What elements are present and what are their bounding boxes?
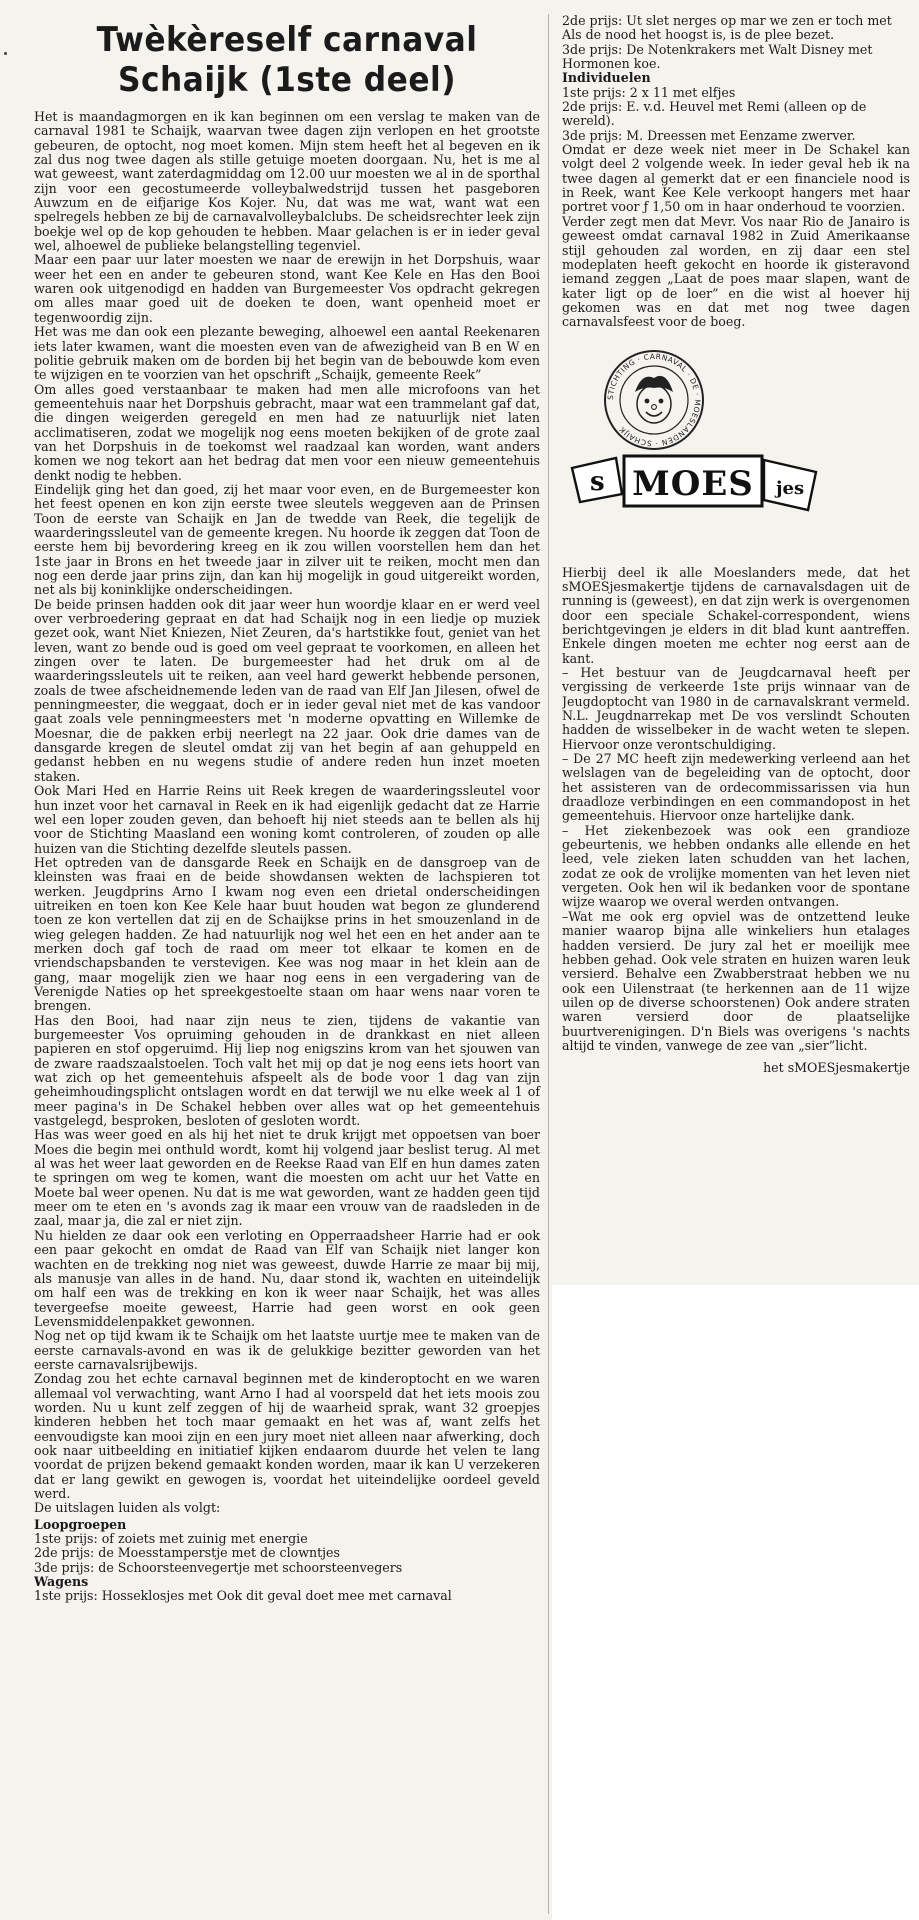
paragraph: – Het ziekenbezoek was ook een grandioze gebeurtenis, we hebben ondanks alle ellende en het leed, vele zieken laten schudden van het lachen, zodat ze ook de vrolijke momenten van het leven niet vergeten. Ook hen wil ik bedanken voor de spontane wijze waarop we overal werden ontvangen. [562, 822, 910, 910]
result-row: 2de prijs: Ut slet nerges op mar we zen er toch met Als de nood het hoogst is, is de plee bezet. [562, 14, 892, 43]
article-body [34, 110, 540, 1516]
paragraph: De uitslagen luiden als volgt: [34, 1500, 221, 1516]
carnaval-seal-icon [602, 348, 706, 452]
paragraph: Nog net op tijd kwam ik te Schaijk om het laatste uurtje mee te maken van de eerste carnavals-avond en was ik de gelukkige bezitter geworden van het eerste carnavalsrijbewijs. [34, 1328, 540, 1372]
headline-line-1: Twèkèreself carnaval [96, 20, 478, 60]
result-row: 2de prijs: E. v.d. Heuvel met Remi (alleen op de wereld). [562, 99, 867, 129]
paragraph: Has den Booi, had naar zijn neus te zien, tijdens de vakantie van burgemeester Vos opruiming gehouden in de drankkast en niet alleen papieren en stof opgeruimd. Hij liep nog enigszins krom van het sjouwen van de zware raadszaalstoelen. Toch valt het mij op dat je nog eens iets hoort van wat zich op het gemeentehuis afspeelt als de bode voor 1 dag van zijn geheimhoudingsplicht ontslagen wordt en dat terwijl we nu elke week al 1 of meer pagina's in De Schakel hebben over alles wat op het gemeentehuis vastgelegd, besproken, besloten of gesloten wordt. [34, 1012, 540, 1129]
paragraph: Hierbij deel ik alle Moeslanders mede, dat het sMOESjesmakertje tijdens de carnavalsdagen uit de running is (geweest), en dat zijn werk is overgenomen door een speciale Schakel-correspondent, wiens berichtgevingen je elders in dit blad kunt aantreffen. Enkele dingen moeten me echter nog eerst aan de kant. [562, 564, 910, 666]
headline-line-2: Schaijk (1ste deel) [118, 60, 456, 100]
blank-area [552, 1285, 919, 1920]
paragraph: Nu hielden ze daar ook een verloting en Opperraadsheer Harrie had er ook een paar gekocht en omdat de Raad van Elf van Schaijk niet langer kon wachten en de trekking nog niet was geweest, duwde Harrie ze maar bij mij, als manusje van alles in de hand. Nu, daar stond ik, wachten en uiteindelijk om half een was de trekking en kon ik weer naar Schaijk, het was alles tevergeefse moeite geweest, Harrie had geen worst en ook geen Levensmiddelenpakket gewonnen. [34, 1227, 540, 1329]
article-column-right [562, 14, 910, 1294]
smoesjes-logo [562, 348, 910, 558]
paragraph: De beide prinsen hadden ook dit jaar weer hun woordje klaar en er werd veel over verbroedering gepraat en dat had Schaijk nog in een liedje op muziek gezet ook, want Niet Kniezen, Niet Zeuren, da's hartstikke fout, geniet van het leven, want zo bende oud is goed om veel gepraat te voorkomen, en alleen het zingen over te laten. De burgemeester had het druk om al de waarderingssleutels uit te reiken, aan veel hard gewerkt hebbende personen, zoals de twee afscheidnemende leden van de raad van Elf Jan Jilesen, ofwel de penningmeester, die weggaat, doch er in ieder geval niet met de kas vandoor gaat zoals vele penningmeesters met 'n moderne opvatting en Willemke de Moesnar, die de pakken erbij neerlegt na 22 jaar. Ook drie dames van de dansgarde kregen de sleutel omdat zij van het begin af aan gehuppeld en gedanst hebben en nu wegens studie of andere reden hun inzet moeten staken. [34, 596, 540, 784]
result-category: Loopgroepen [34, 1516, 127, 1532]
article-column-left [34, 14, 549, 1914]
result-row: 3de prijs: de Schoorsteenvegertje met schoorsteenvegers [34, 1559, 403, 1575]
result-row: 3de prijs: M. Dreessen met Eenzame zwerver. [562, 127, 856, 143]
article-continuation [562, 143, 910, 329]
paragraph: – Het bestuur van de Jeugdcarnaval heeft per vergissing de verkeerde 1ste prijs winnaar van de Jeugdoptocht van 1980 in de carnavalskrant vermeld. N.L. Jeugdnarrekap met De vos verslindt Schouten hadden de wisselbeker in de wacht weten te slepen. Hiervoor onze verontschuldiging. [562, 664, 910, 752]
result-category: Wagens [34, 1574, 89, 1590]
seal-ring-text: STICHTING · CARNAVAL · DE · MOESLANDEN · SCHAIJK [605, 351, 703, 448]
paragraph: Het is maandagmorgen en ik kan beginnen om een verslag te maken van de carnaval 1981 te Schaijk, waarvan twee dagen zijn verlopen en het grootste gebeuren, de optocht, nog moet komen. Mijn stem heeft het al begeven en ik zal dus nog twee dagen als stille getuige moeten doorgaan. Nu, het is me al wat geweest, want zaterdagmiddag om 12.00 uur moesten we al in de sporthal zijn voor een gecostumeerde volleybalwedstrijd tussen het pasgeboren Auwzum en de eifjarige Kos Kojer. Nu, dat was me wat, want wat een spelregels hebben ze bij de carnavalvolleybalclubs. De scheidsrechter leek zijn boekje wel op de kop gehouden te hebben. Maar gelachen is er in ieder geval wel, alhoewel de publieke belangstelling tegenviel. [34, 109, 540, 254]
banner-jes: jes [776, 477, 805, 499]
paragraph: – De 27 MC heeft zijn medewerking verleend aan het welslagen van de begeleiding van de optocht, door het assisteren van de ordecommissarissen via hun draadloze verbindingen en een commandopost in het gemeentehuis. Hiervoor onze hartelijke dank. [562, 751, 910, 824]
result-row: 3de prijs: De Notenkrakers met Walt Disney met Hormonen koe. [562, 41, 873, 72]
paragraph: Maar een paar uur later moesten we naar de erewijn in het Dorpshuis, waar weer het een en ander te gebeuren stond, want Kee Kele en Has den Booi waren ook uitgenodigd en hadden van Burgemeester Vos opdracht gekregen om alles maar goed uit de doeken te doen, want openheid moet er tegenwoordig zijn. [34, 252, 540, 325]
paragraph: Het optreden van de dansgarde Reek en Schaijk en de dansgroep van de kleinsten was fraai en de beide showdansen wekten de lachspieren tot werken. Jeugdprins Arno I kwam nog even een drietal onderscheidingen uitreiken en toen kon Kee Kele haar buut houden wat begon ze glunderend toen ze kon vertellen dat zij en de Schaijkse prins in het smouzenland in de wieg gelegen hadden. Ze had natuurlijk nog wel het een en het ander aan te merken doch gaf toch de raad om meer tot elkaar te komen en de vriendschapsbanden te verstevigen. Kee was nog maar in het klein aan de gang, maar mogelijk zien we haar nog eens in een vergadering van de Verenigde Naties op het spreekgestoelte staan om haar wens naar voren te brengen. [34, 854, 540, 1014]
paragraph: Has was weer goed en als hij het niet te druk krijgt met oppoetsen van boer Moes die begin mei onthuld wordt, komt hij volgend jaar beslist terug. Al met al was het weer laat geworden en de Reekse Raad van Elf en hun dames zaten te springen om weg te komen, want die moesten om acht uur het Vatte en Moete bal weer openen. Nu dat is me wat geworden, want ze hadden geen tijd meer om te eten en 's avonds zag ik maar een vrouw van de raadsleden in de zaal, maar ja, die zal er niet zijn. [34, 1127, 540, 1229]
result-row: 1ste prijs: of zoiets met zuinig met energie [34, 1531, 308, 1547]
paragraph: Verder zegt men dat Mevr. Vos naar Rio de Janairo is geweest omdat carnaval 1982 in Zuid Amerikaanse stijl gehouden zal worden, en zij daar een stel modeplaten heeft gekocht en hoorde ik gisteravond iemand zeggen „Laat de poes maar slapen, want de kater ligt op de loer” en die wist al hoever hij gekomen was en dat met nog twee dagen carnavalsfeest voor de boeg. [562, 213, 910, 330]
results-list-left [34, 1518, 540, 1604]
result-row: 2de prijs: de Moesstamperstje met de clowntjes [34, 1545, 340, 1561]
paragraph: Omdat er deze week niet meer in De Schakel kan volgt deel 2 volgende week. In ieder geval heb ik na twee dagen al gemerkt dat er een financiele nood is in Reek, want Kee Kele verkoopt hangers met haar portret voor ƒ 1,50 om in haar onderhoud te voorzien. [562, 142, 910, 215]
paragraph: –Wat me ook erg opviel was de ontzettend leuke manier waarop bijna alle winkeliers hun etalages hadden versierd. De jury zal het er moeilijk mee hebben gehad. Ook vele straten en huizen waren leuk versierd. Behalve een Zwabberstraat hebben we nu ook een Uilenstraat (te herkennen aan de 11 wijze uilen op de diverse schoorstenen) Ook andere straten waren versierd door de plaatselijke buurtverenigingen. D'n Biels was overigens 's nachts altijd te vinden, vanwege de zee van „sier”licht. [562, 908, 910, 1053]
paragraph: Ook Mari Hed en Harrie Reins uit Reek kregen de waarderingssleutel voor hun inzet voor het carnaval in Reek en ik had eigenlijk gedacht dat ze Harrie wel een loper zouden geven, dan behoeft hij niet steeds aan te bellen als hij voor de Stichting Maasland een woning komt controleren, of zouden op alle huizen van die Stichting dezelfde sleutels passen. [34, 783, 540, 856]
paragraph: Zondag zou het echte carnaval beginnen met de kinderoptocht en we waren allemaal vol verwachting, want Arno I had al voorspeld dat het iets moois zou worden. Nu u kunt zelf zeggen of hij de waarheid sprak, want 32 groepjes kinderen hebben het toch maar gemaakt en het was af, want zelfs het eenvoudigste kan mooi zijn en een jury moet niet alleen naar afwerking, doch ook naar uitbeelding en initiatief kijken endaarom duurde het velen te lang voordat de prijzen bekend gemaakt konden worden, maar ik kan U verzekeren dat er lang gewikt en gewogen is, voordat het uiteindelijke oordeel geveld werd. [34, 1371, 540, 1501]
paragraph: Het was me dan ook een plezante beweging, alhoewel een aantal Reekenaren iets later kwamen, want die moesten even van de afwezigheid van B en W en politie gebruik maken om de borden bij het begin van de bebouwde kom even te wijzigen en te voorzien van het opschrift „Schaijk, gemeente Reek” [34, 324, 540, 383]
result-row: 1ste prijs: 2 x 11 met elfjes [562, 84, 736, 100]
paragraph: Eindelijk ging het dan goed, zij het maar voor even, en de Burgemeester kon het feest openen en kon zijn eerste twee sleutels weggeven aan de Prinsen Toon de eerste van Schaijk en Jan de twedde van Reek, die tegelijk de waarderingssleutel van de gemeente kregen. Nu hoorde ik zeggen dat Toon de eerste hem bij bevordering kreeg en ik zou willen voorstellen hem dan het 1ste jaar in Brons en het tweede jaar in zilver uit te reiken, mocht men dan nog een derde jaar prins zijn, dan kan hij mogelijk in goud uitgereikt worden, net als bij koninklijke onderscheidingen. [34, 481, 540, 598]
banner-s: s [590, 466, 605, 497]
article-headline [54, 20, 520, 100]
banner-moes: MOES [632, 463, 754, 504]
column-notes [562, 566, 910, 1054]
smoesjes-banner-icon [566, 450, 828, 520]
results-list-right [562, 14, 910, 143]
print-speck [4, 52, 7, 55]
result-row: 1ste prijs: Hosseklosjes met Ook dit geval doet mee met carnaval [34, 1588, 452, 1604]
column-signature: het sMOESjesmakertje [763, 1060, 910, 1076]
result-category: Individuelen [562, 70, 651, 86]
paragraph: Om alles goed verstaanbaar te maken had men alle microfoons van het gemeentehuis naar het Dorpshuis gebracht, maar wat een trammelant gaf dat, die dingen weigerden geregeld en men had ze natuurlijk niet laten acclimatiseren, zodat we mogelijk nog eens moeten bekijken of de grote zaal van het Dorpshuis in de toekomst wel raadzaal kan worden, want anders komen we nog tekort aan het bedrag dat men voor een nieuw gemeentehuis denkt nodig te hebben. [34, 381, 540, 483]
